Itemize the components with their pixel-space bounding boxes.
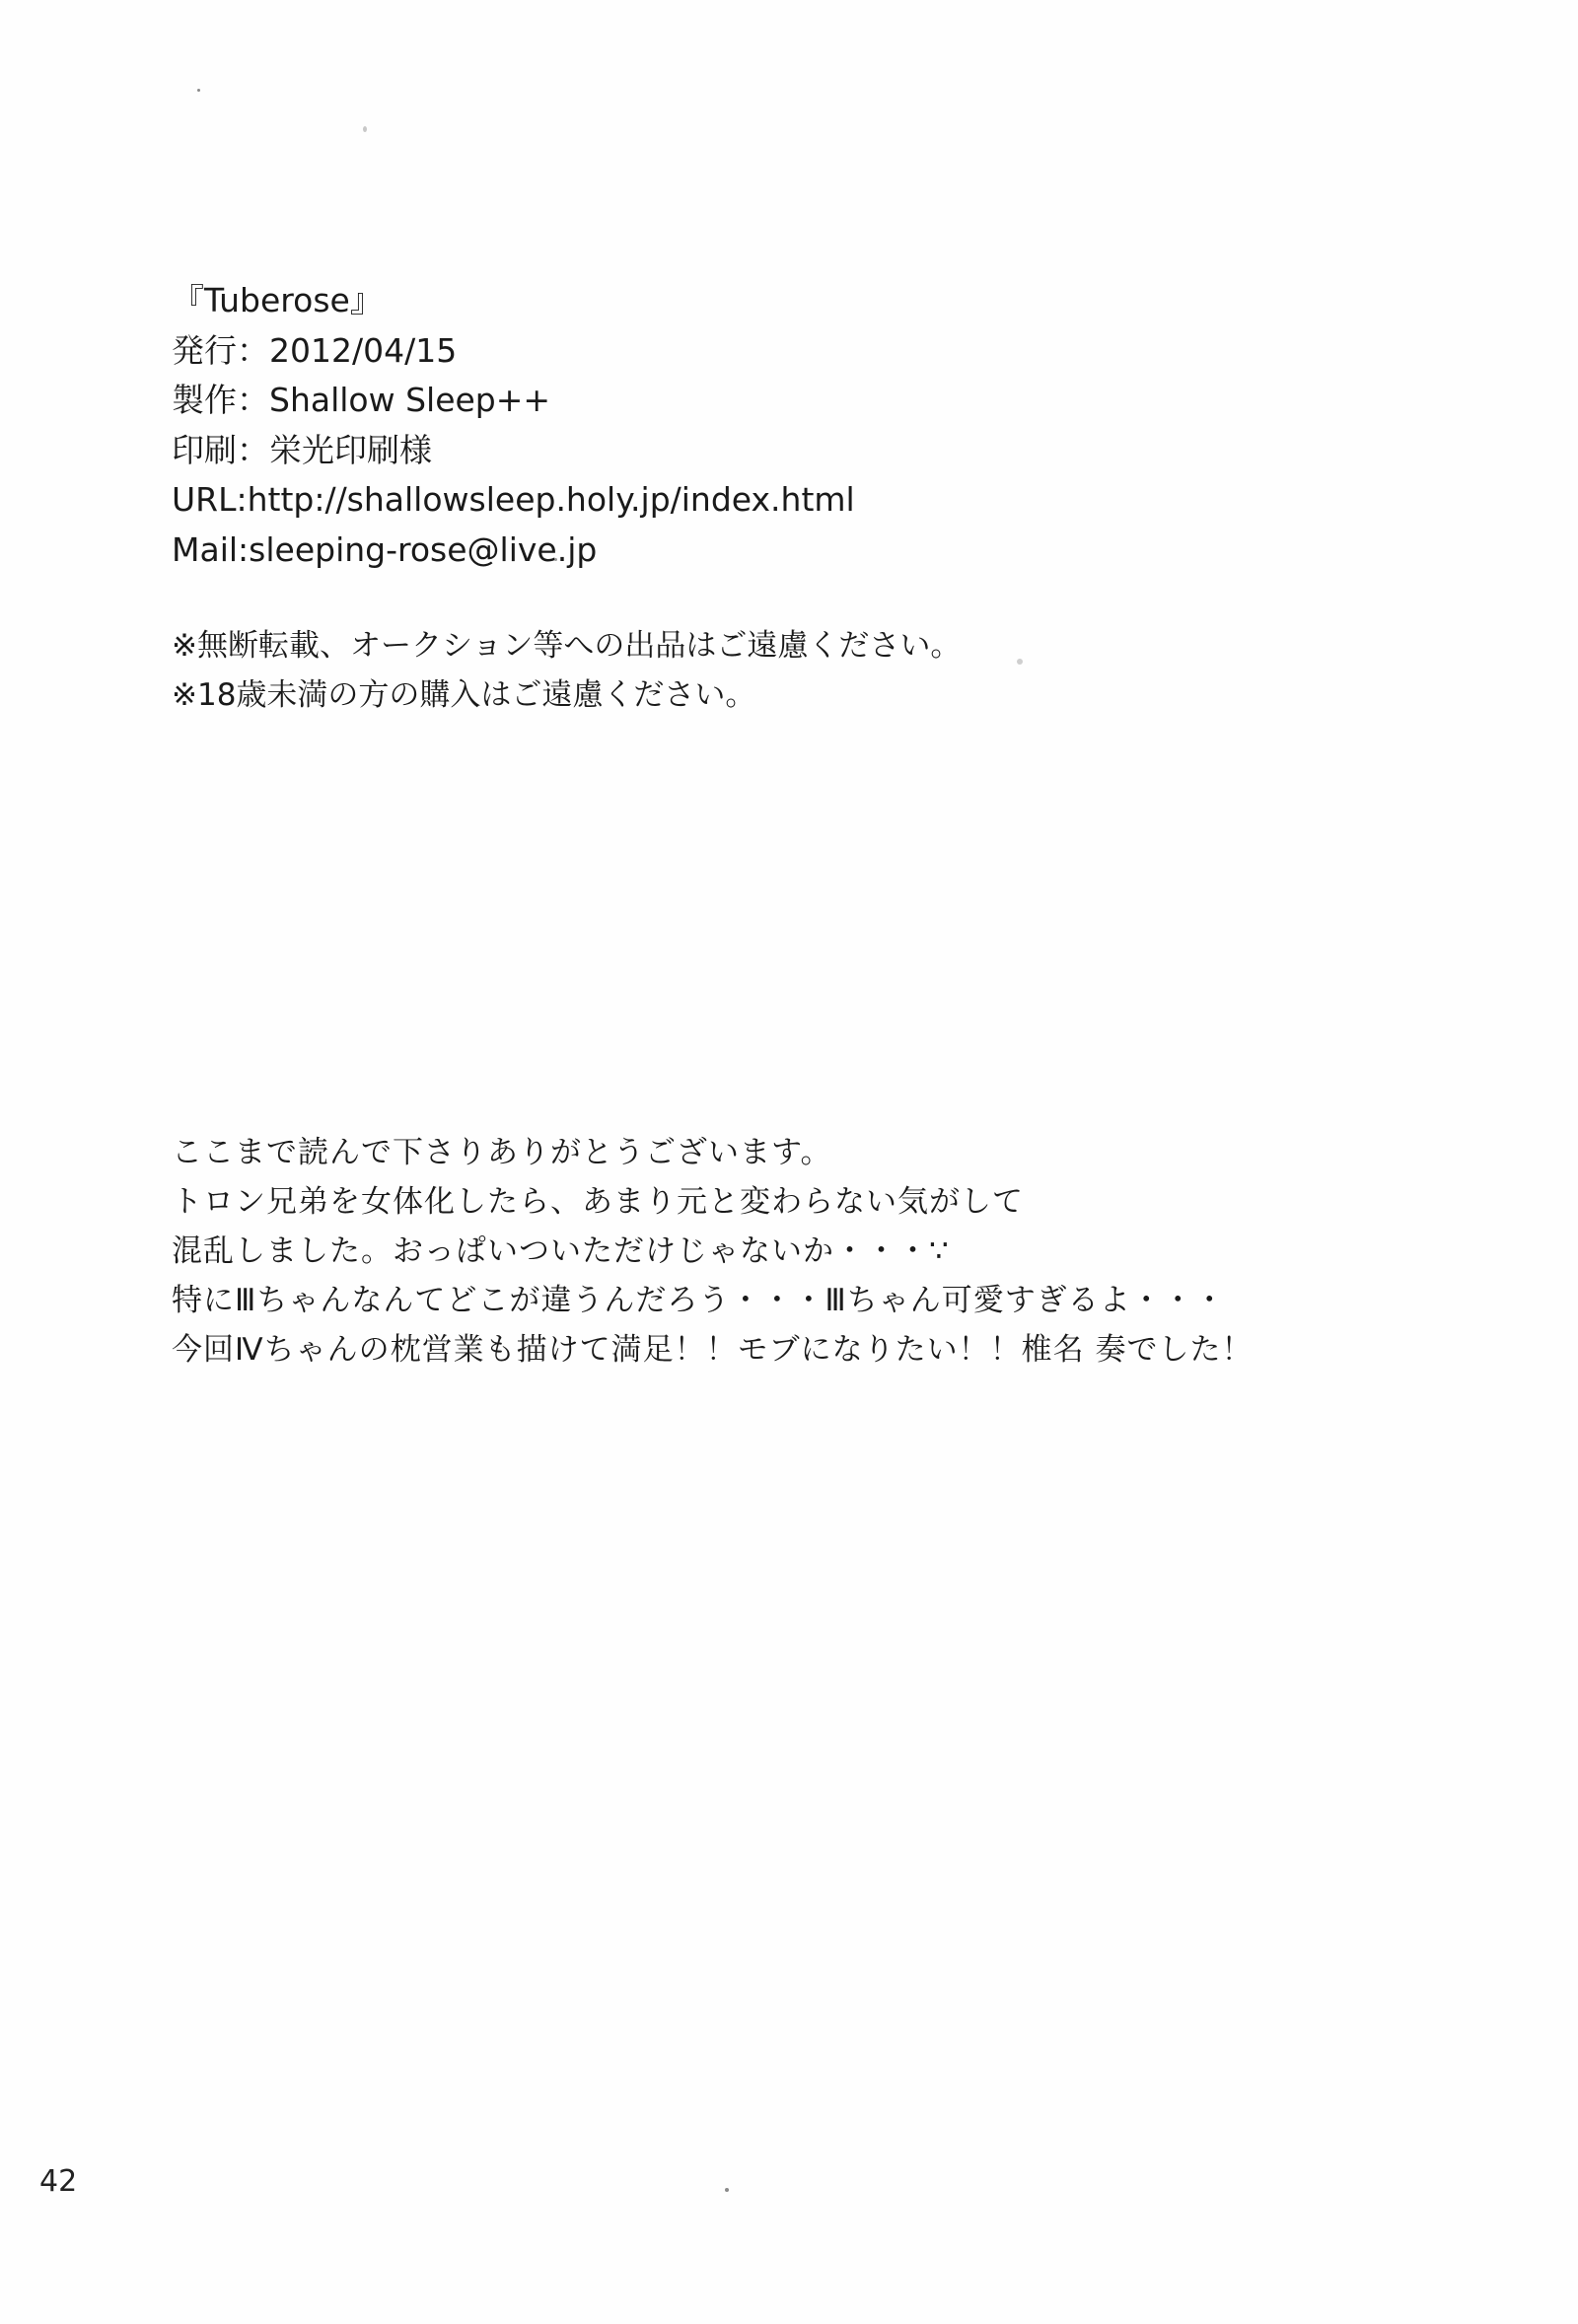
afterword-line: 混乱しました。おっぱいついただけじゃないか・・・∵ (172, 1233, 950, 1269)
scan-speck (725, 2188, 729, 2192)
page-number: 42 (39, 2164, 78, 2199)
website-url: URL:http://shallowsleep.holy.jp/index.html (172, 480, 855, 519)
printer: 印刷：栄光印刷様 (172, 430, 432, 469)
scan-speck (197, 89, 200, 92)
book-title: 『Tuberose』 (172, 281, 383, 319)
notice-age-restriction: ※18歳未満の方の購入はご遠慮ください。 (172, 677, 756, 713)
afterword-line: トロン兄弟を女体化したら、あまり元と変わらない気がして (172, 1184, 1024, 1220)
afterword-line: 今回Ⅳちゃんの枕営業も描けて満足！！モブになりたい！！椎名 奏でした！ (172, 1332, 1254, 1368)
scan-speck (363, 126, 367, 132)
afterword (172, 1128, 1454, 1374)
contact-mail: Mail:sleeping-rose@live.jp (172, 529, 598, 569)
notice-no-reprint: ※無断転載、オークション等への出品はご遠慮ください。 (172, 628, 962, 664)
afterword-line: 特にⅢちゃんなんてどこが違うんだろう・・・Ⅲちゃん可愛すぎるよ・・・ (172, 1283, 1226, 1318)
afterword-line: ここまで読んで下さりありがとうございます。 (172, 1135, 832, 1170)
notices (172, 621, 1355, 720)
producer: 製作：Shallow Sleep++ (172, 381, 551, 419)
colophon (172, 276, 1158, 575)
publish-date: 発行：2012/04/15 (172, 330, 458, 370)
